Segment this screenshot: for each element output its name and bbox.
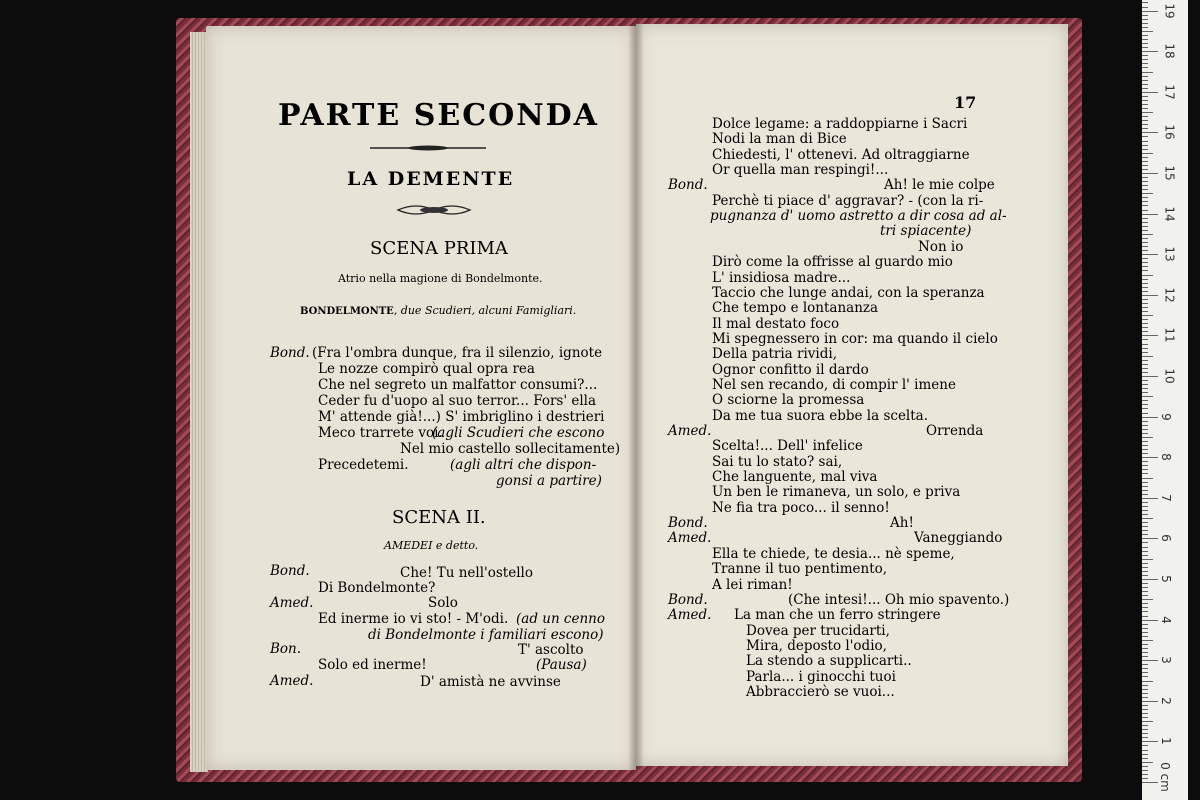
measuring-ruler <box>1142 0 1188 800</box>
ruler-tick <box>1142 782 1158 783</box>
ruler-tick <box>1142 319 1148 320</box>
verse-line: La stendo a supplicarti.. <box>746 653 912 670</box>
ruler-tick <box>1142 725 1148 726</box>
ruler-tick <box>1142 433 1148 434</box>
ruler-tick <box>1142 384 1148 385</box>
ruler-tick <box>1142 197 1148 198</box>
ruler-tick <box>1142 388 1148 389</box>
ruler-tick <box>1142 84 1148 85</box>
verse-line: Taccio che lunge andai, con la speranza <box>712 284 985 301</box>
ruler-tick <box>1142 47 1148 48</box>
ruler-number: 7 <box>1158 493 1173 502</box>
ruler-tick <box>1142 551 1148 552</box>
speaker-label: Bond. <box>270 563 310 579</box>
ruler-tick <box>1142 43 1148 44</box>
ruler-tick <box>1142 376 1158 377</box>
ruler-tick <box>1142 425 1148 426</box>
ruler-number: 8 <box>1158 453 1173 462</box>
verse-line: Che! Tu nell'ostello <box>400 565 533 581</box>
ruler-tick <box>1142 542 1148 543</box>
ruler-tick <box>1142 547 1148 548</box>
ruler-tick <box>1142 157 1148 158</box>
ruler-tick <box>1142 104 1148 105</box>
ruler-tick <box>1142 210 1148 211</box>
part-title: PARTE SECONDA <box>278 98 599 133</box>
stage-direction: tri spiacente) <box>880 223 972 240</box>
ruler-number: 12 <box>1162 287 1177 303</box>
stage-direction: (agli altri che dispon- <box>450 457 597 473</box>
verse-line: Le nozze compirò qual opra rea <box>318 361 535 377</box>
verse-line: Mi spegnessero in cor: ma quando il cielo <box>712 330 998 347</box>
ruler-tick <box>1142 559 1153 560</box>
verse-line: La man che un ferro stringere <box>734 607 941 624</box>
verse-line: Solo ed inerme! <box>318 657 427 673</box>
ruler-tick <box>1142 165 1148 166</box>
ruler-number: 13 <box>1162 246 1177 262</box>
ruler-tick <box>1142 132 1158 133</box>
ruler-tick <box>1142 506 1148 507</box>
ruler-tick <box>1142 396 1153 397</box>
ruler-tick <box>1142 575 1148 576</box>
ruler-tick <box>1142 181 1148 182</box>
ruler-tick <box>1142 660 1158 661</box>
ruler-tick <box>1142 717 1148 718</box>
ruler-tick <box>1142 729 1148 730</box>
ruler-tick <box>1142 733 1148 734</box>
ruler-tick <box>1142 141 1148 142</box>
speaker-label: Bond. <box>668 591 708 608</box>
verse-line: Orrenda <box>926 423 984 439</box>
ruler-tick <box>1142 92 1158 93</box>
verse-line: Perchè ti piace d' aggravar? - (con la ri- <box>712 192 984 209</box>
ruler-tick <box>1142 628 1148 629</box>
verse-line: Ah! <box>890 515 914 532</box>
ruler-tick <box>1142 417 1158 418</box>
ruler-tick <box>1142 469 1148 470</box>
cast-rest: , due Scudieri, alcuni Famigliari. <box>393 304 577 317</box>
ruler-tick <box>1142 108 1148 109</box>
speaker-label: Amed. <box>270 673 314 689</box>
ruler-number: 3 <box>1158 656 1173 665</box>
ruler-tick <box>1142 607 1148 608</box>
ruler-tick <box>1142 465 1148 466</box>
ruler-tick <box>1142 31 1153 32</box>
ruler-tick <box>1142 400 1148 401</box>
ruler-tick <box>1142 287 1148 288</box>
verse-line: Nodi la man di Bice <box>712 131 847 148</box>
verse-line: A lei riman! <box>712 576 793 593</box>
ruler-tick <box>1142 770 1148 771</box>
verse-line: Dolce legame: a raddoppiarne i Sacri <box>712 116 968 132</box>
ruler-tick <box>1142 721 1153 722</box>
ruler-zero-label: 0 cm <box>1157 762 1172 792</box>
ruler-tick <box>1142 624 1148 625</box>
ruler-tick <box>1142 510 1148 511</box>
ruler-tick <box>1142 63 1148 64</box>
ruler-tick <box>1142 599 1153 600</box>
act-subtitle: LA DEMENTE <box>347 168 515 190</box>
ruler-tick <box>1142 242 1148 243</box>
ruler-tick <box>1142 72 1153 73</box>
scene-heading: SCENA PRIMA <box>370 238 508 259</box>
ruler-tick <box>1142 404 1148 405</box>
ruler-number: 17 <box>1162 84 1177 100</box>
ruler-tick <box>1142 652 1148 653</box>
ruler-tick <box>1142 189 1148 190</box>
ruler-tick <box>1142 518 1153 519</box>
verse-line: Solo <box>428 595 458 611</box>
ruler-tick <box>1142 161 1148 162</box>
ruler-tick <box>1142 754 1148 755</box>
ruler-tick <box>1142 693 1148 694</box>
ruler-tick <box>1142 437 1153 438</box>
ruler-tick <box>1142 234 1153 235</box>
ruler-tick <box>1142 689 1148 690</box>
ruler-tick <box>1142 640 1153 641</box>
ruler-tick <box>1142 372 1148 373</box>
stage-direction: (agli Scudieri che escono <box>432 425 605 441</box>
ruler-tick <box>1142 352 1148 353</box>
ruler-tick <box>1142 15 1148 16</box>
speaker-label: Bond. <box>270 345 310 361</box>
ruler-tick <box>1142 498 1158 499</box>
book-gutter <box>628 24 644 770</box>
ruler-number: 14 <box>1162 205 1177 222</box>
ruler-tick <box>1142 120 1148 121</box>
speaker-label: Bon. <box>270 641 302 657</box>
ruler-tick <box>1142 555 1148 556</box>
ruler-tick <box>1142 579 1158 580</box>
ruler-tick <box>1142 482 1148 483</box>
ruler-tick <box>1142 587 1148 588</box>
ruler-tick <box>1142 315 1153 316</box>
ruler-tick <box>1142 177 1148 178</box>
ruler-tick <box>1142 307 1148 308</box>
ruler-tick <box>1142 222 1148 223</box>
ruler-tick <box>1142 421 1148 422</box>
ruler-tick <box>1142 514 1148 515</box>
ruler-number: 11 <box>1162 327 1177 344</box>
speaker-label: Bond. <box>668 177 708 194</box>
ruler-tick <box>1142 67 1148 68</box>
ruler-tick <box>1142 672 1148 673</box>
verse-line: O sciorne la promessa <box>712 392 865 409</box>
ruler-number: 19 <box>1162 2 1177 19</box>
verse-line: Tranne il tuo pentimento, <box>712 561 888 578</box>
scene2-cast: AMEDEI e detto. <box>384 539 479 552</box>
ruler-tick <box>1142 335 1158 336</box>
ruler-tick <box>1142 745 1148 746</box>
ruler-tick <box>1142 226 1148 227</box>
ruler-tick <box>1142 526 1148 527</box>
ruler-number: 10 <box>1162 368 1177 384</box>
ruler-tick <box>1142 145 1148 146</box>
ruler-tick <box>1142 616 1148 617</box>
ruler-tick <box>1142 778 1148 779</box>
ruler-tick <box>1142 750 1148 751</box>
ruler-tick <box>1142 648 1148 649</box>
stage-direction: (Che intesi!... Oh mio spavento.) <box>788 591 1010 608</box>
ruler-tick <box>1142 279 1148 280</box>
stage-direction: (ad un cenno <box>516 611 605 627</box>
ruler-tick <box>1142 620 1158 621</box>
ruler-tick <box>1142 709 1148 710</box>
verse-line: Ella te chiede, te desia... nè speme, <box>712 545 955 562</box>
ruler-tick <box>1142 445 1148 446</box>
stage-direction: (Pausa) <box>536 657 587 673</box>
ruler-tick <box>1142 80 1148 81</box>
scene2-heading: SCENA II. <box>392 507 486 528</box>
ruler-tick <box>1142 327 1148 328</box>
ruler-tick <box>1142 453 1148 454</box>
ruler-tick <box>1142 595 1148 596</box>
ruler-tick <box>1142 685 1148 686</box>
speaker-label: Bond. <box>668 515 708 532</box>
ruler-tick <box>1142 636 1148 637</box>
ruler-tick <box>1142 250 1148 251</box>
ruler-tick <box>1142 344 1148 345</box>
ruler-number: 4 <box>1158 615 1173 624</box>
ruler-tick <box>1142 291 1148 292</box>
speaker-label: Amed. <box>270 595 314 611</box>
ruler-tick <box>1142 39 1148 40</box>
ruler-tick <box>1142 713 1148 714</box>
ruler-tick <box>1142 2 1148 3</box>
verse-line: Meco trarrete voi. <box>318 425 443 441</box>
ruler-tick <box>1142 457 1158 458</box>
ruler-tick <box>1142 494 1148 495</box>
ruler-tick <box>1142 100 1148 101</box>
ruler-tick <box>1142 591 1148 592</box>
ruler-tick <box>1142 303 1148 304</box>
ruler-tick <box>1142 230 1148 231</box>
ruler-tick <box>1142 538 1158 539</box>
verse-line: Della patria rividi, <box>712 346 837 363</box>
ruler-tick <box>1142 266 1148 267</box>
ruler-tick <box>1142 116 1148 117</box>
stage-direction: di Bondelmonte i familiari escono) <box>368 627 604 643</box>
verse-line: Non io <box>918 238 964 255</box>
verse-line: Che languente, mal viva <box>712 469 878 486</box>
ruler-tick <box>1142 360 1148 361</box>
ruler-tick <box>1142 583 1148 584</box>
ruler-tick <box>1142 238 1148 239</box>
ruler-number: 18 <box>1162 43 1177 59</box>
ruler-tick <box>1142 697 1148 698</box>
ornament-rule <box>368 144 488 152</box>
ruler-tick <box>1142 339 1148 340</box>
cast-list <box>300 304 576 317</box>
verse-line: Precedetemi. <box>318 457 409 473</box>
speaker-label: Amed. <box>668 530 712 547</box>
verse-line: Mira, deposto l'odio, <box>746 637 887 654</box>
ruler-tick <box>1142 441 1148 442</box>
verse-line: L' insidiosa madre... <box>712 269 851 286</box>
ruler-tick <box>1142 51 1158 52</box>
speaker-label: Amed. <box>668 607 712 624</box>
ruler-tick <box>1142 603 1148 604</box>
ruler-tick <box>1142 681 1153 682</box>
ruler-tick <box>1142 295 1158 296</box>
ruler-tick <box>1142 449 1148 450</box>
ruler-tick <box>1142 380 1148 381</box>
ruler-tick <box>1142 364 1148 365</box>
verse-line: Or quella man respingi!... <box>712 162 889 179</box>
ruler-tick <box>1142 571 1148 572</box>
ruler-tick <box>1142 35 1148 36</box>
verse-line: D' amistà ne avvinse <box>420 674 561 690</box>
verse-line: (Fra l'ombra dunque, fra il silenzio, ignote <box>312 345 603 361</box>
verse-line: Ne fia tra poco... il senno! <box>712 499 890 516</box>
ruler-tick <box>1142 356 1153 357</box>
ruler-tick <box>1142 262 1148 263</box>
ruler-tick <box>1142 173 1158 174</box>
ruler-number: 5 <box>1158 575 1173 583</box>
ruler-tick <box>1142 59 1148 60</box>
page-number: 17 <box>954 93 977 112</box>
ruler-tick <box>1142 478 1153 479</box>
ruler-tick <box>1142 705 1148 706</box>
ruler-tick <box>1142 567 1148 568</box>
ruler-tick <box>1142 214 1158 215</box>
verse-line: Ah! le mie colpe <box>884 177 995 194</box>
verse-line: Abbraccierò se vuoi... <box>746 683 895 700</box>
ruler-tick <box>1142 7 1148 8</box>
ruler-tick <box>1142 331 1148 332</box>
ruler-tick <box>1142 283 1148 284</box>
ruler-tick <box>1142 766 1148 767</box>
verse-line: Ceder fu d'uopo al suo terror... Fors' ella <box>318 393 597 409</box>
ruler-tick <box>1142 762 1153 763</box>
ruler-tick <box>1142 76 1148 77</box>
ruler-number: 6 <box>1158 534 1173 543</box>
verse-line: Dirò come la offrisse al guardo mio <box>712 254 953 271</box>
ruler-tick <box>1142 490 1148 491</box>
verse-line: Che nel segreto un malfattor consumi?... <box>318 377 598 393</box>
verse-line: T' ascolto <box>518 642 584 658</box>
ruler-tick <box>1142 701 1158 702</box>
ruler-tick <box>1142 611 1148 612</box>
ruler-tick <box>1142 193 1153 194</box>
ruler-tick <box>1142 19 1148 20</box>
ruler-tick <box>1142 741 1158 742</box>
ruler-tick <box>1142 534 1148 535</box>
ruler-tick <box>1142 656 1148 657</box>
speaker-label: Amed. <box>668 423 712 439</box>
ruler-tick <box>1142 563 1148 564</box>
ruler-tick <box>1142 323 1148 324</box>
ruler-tick <box>1142 737 1148 738</box>
verse-line: Che tempo e lontananza <box>712 300 879 317</box>
ruler-tick <box>1142 774 1148 775</box>
ruler-tick <box>1142 392 1148 393</box>
ruler-tick <box>1142 408 1148 409</box>
ruler-tick <box>1142 254 1158 255</box>
ornament-flourish <box>396 202 472 218</box>
ruler-tick <box>1142 128 1148 129</box>
verse-line: Ognor confitto il dardo <box>712 361 869 378</box>
verse-line: Ed inerme io vi sto! - M'odi. <box>318 611 509 627</box>
stage-direction: gonsi a partire) <box>496 473 602 489</box>
verse-line: M' attende già!...) S' imbriglino i destrieri <box>318 409 605 425</box>
verse-line: Parla... i ginocchi tuoi <box>746 668 896 685</box>
ruler-tick <box>1142 522 1148 523</box>
ruler-tick <box>1142 205 1148 206</box>
ruler-tick <box>1142 644 1148 645</box>
verse-line: Un ben le rimaneva, un solo, e priva <box>712 484 961 501</box>
ruler-number: 1 <box>1158 737 1173 746</box>
ruler-tick <box>1142 124 1148 125</box>
ruler-tick <box>1142 668 1148 669</box>
ruler-tick <box>1142 27 1148 28</box>
ruler-tick <box>1142 676 1148 677</box>
verse-line: Nel mio castello sollecitamente) <box>400 441 621 457</box>
ruler-number: 9 <box>1158 412 1173 421</box>
ruler-tick <box>1142 486 1148 487</box>
ruler-tick <box>1142 664 1148 665</box>
ruler-tick <box>1142 275 1153 276</box>
ruler-tick <box>1142 348 1148 349</box>
ruler-tick <box>1142 368 1148 369</box>
verse-line: Nel sen recando, di compir l' imene <box>712 376 956 393</box>
ruler-tick <box>1142 23 1148 24</box>
ruler-tick <box>1142 461 1148 462</box>
verse-line: Di Bondelmonte? <box>318 580 436 596</box>
ruler-tick <box>1142 299 1148 300</box>
scene-setting: Atrio nella magione di Bondelmonte. <box>338 272 543 285</box>
ruler-tick <box>1142 169 1148 170</box>
ruler-tick <box>1142 201 1148 202</box>
ruler-tick <box>1142 11 1158 12</box>
ruler-tick <box>1142 270 1148 271</box>
ruler-tick <box>1142 55 1148 56</box>
ruler-tick <box>1142 413 1148 414</box>
ruler-tick <box>1142 88 1148 89</box>
ruler-tick <box>1142 530 1148 531</box>
cast-name: BONDELMONTE <box>300 306 394 317</box>
ruler-tick <box>1142 149 1148 150</box>
stage-direction: pugnanza d' uomo astretto a dir cosa ad al- <box>710 208 1007 225</box>
ruler-tick <box>1142 153 1153 154</box>
ruler-tick <box>1142 502 1148 503</box>
verse-line: Sai tu lo stato? sai, <box>712 453 843 470</box>
ruler-number: 16 <box>1162 124 1177 141</box>
verse-line: Il mal destato foco <box>712 315 840 332</box>
ruler-tick <box>1142 311 1148 312</box>
ruler-tick <box>1142 96 1148 97</box>
ruler-tick <box>1142 758 1148 759</box>
ruler-tick <box>1142 185 1148 186</box>
ruler-tick <box>1142 632 1148 633</box>
ruler-tick <box>1142 112 1153 113</box>
ruler-tick <box>1142 473 1148 474</box>
ruler-number: 2 <box>1158 696 1173 705</box>
ruler-tick <box>1142 258 1148 259</box>
verse-line: Chiedesti, l' ottenevi. Ad oltraggiarne <box>712 146 970 163</box>
verse-line: Vaneggiando <box>914 530 1003 547</box>
ruler-tick <box>1142 246 1148 247</box>
verse-line: Scelta!... Dell' infelice <box>712 438 863 455</box>
verse-line: Da me tua suora ebbe la scelta. <box>712 407 929 424</box>
ruler-number: 15 <box>1162 165 1177 181</box>
verse-line: Dovea per trucidarti, <box>746 622 890 639</box>
ruler-tick <box>1142 429 1148 430</box>
ruler-tick <box>1142 136 1148 137</box>
ruler-tick <box>1142 218 1148 219</box>
